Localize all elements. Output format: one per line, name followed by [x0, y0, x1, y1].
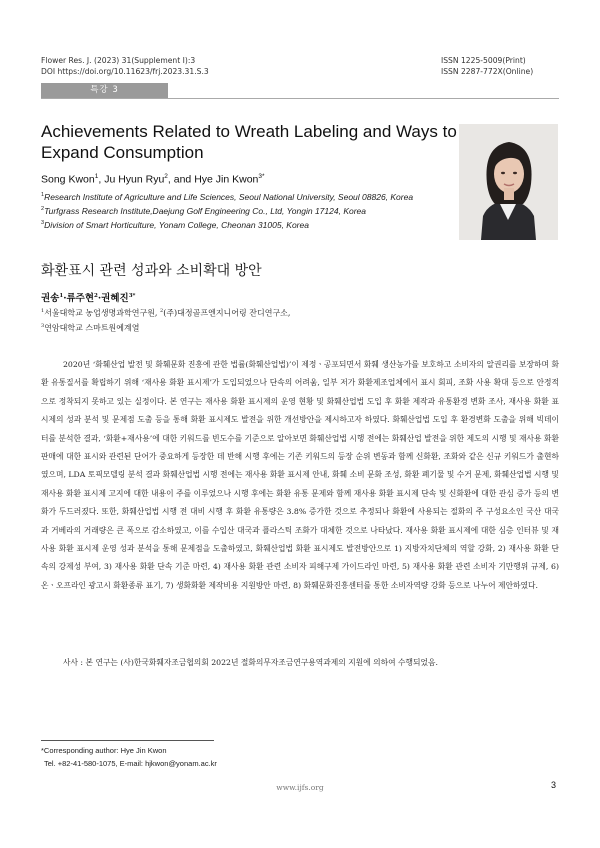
affiliation-item [41, 189, 441, 203]
korean-affiliation-text: (주)대정골프엔지니어링 잔디연구소, [163, 308, 291, 318]
footnote-rule [41, 740, 214, 741]
journal-header-right [441, 55, 533, 77]
page-number: 3 [551, 780, 557, 790]
korean-affiliation-sup: 1 [41, 308, 45, 314]
contact-info: Tel. +82-41-580-1075, E-mail: hjkwon@yonam.ac.kr [44, 759, 217, 768]
affiliation-sup: 1 [41, 192, 45, 198]
korean-author-sup: 2 [94, 292, 98, 299]
issn-print: ISSN 1225-5009(Print) [441, 56, 526, 65]
korean-author-name: 류주현 [66, 293, 95, 304]
acknowledgment: 사사 : 본 연구는 (사)한국화훼자조금협의회 2022년 절화의무자조금연구용역과제의 지원에 의하여 수행되었음. [63, 658, 438, 667]
author-portrait-image [459, 124, 558, 240]
paper-title: Achievements Related to Wreath Labeling and Ways to Expand Consumption [41, 122, 457, 162]
korean-title: 화환표시 관련 성과와 소비확대 방안 [41, 263, 262, 279]
affiliation-text: Division of Smart Horticulture, Yonam College, Cheonan 31005, Korea [44, 219, 309, 230]
korean-affiliation-line [41, 305, 441, 320]
author-list [41, 173, 265, 186]
affiliation-sup: 3 [41, 219, 45, 226]
author-name: Hye Jin Kwon [194, 173, 259, 186]
korean-affiliation-sup: 3 [41, 322, 45, 329]
affiliation-list [41, 189, 441, 230]
korean-author-sep: · [63, 293, 67, 304]
korean-affiliation-line [41, 320, 441, 335]
corresponding-author: *Corresponding author: Hye Jin Kwon [41, 746, 167, 755]
korean-author-sup: 1 [59, 292, 64, 299]
affiliation-item [41, 203, 441, 217]
korean-affiliation-text: 연암대학교 스마트원예계열 [44, 323, 140, 333]
korean-author-sup: 3* [128, 292, 136, 299]
korean-author-name: 권혜진 [101, 293, 129, 304]
author-name: Song Kwon [41, 173, 95, 186]
issn-online: ISSN 2287-772X(Online) [441, 67, 534, 76]
journal-website[interactable]: www.ijfs.org [276, 783, 324, 792]
korean-affiliation-text: 서울대학교 농업생명과학연구원, [44, 308, 161, 318]
doi-link[interactable]: DOI https://doi.org/10.11623/frj.2023.31.S.3 [41, 67, 209, 76]
author-name: Ju Hyun Ryu [104, 173, 165, 186]
affiliation-sup: 2 [41, 205, 45, 212]
section-label: 특강 3 [90, 85, 119, 95]
author-sup: 3* [258, 173, 265, 180]
affiliation-item [41, 217, 441, 231]
author-sep: , [98, 173, 105, 186]
section-rule [41, 98, 559, 99]
journal-header-left [41, 55, 209, 77]
affiliation-text: Turfgrass Research Institute,Daejung Golf Engineering Co., Ltd, Yongin 17124, Korea [44, 205, 366, 216]
korean-affiliation-list [41, 305, 441, 334]
author-sup: 1 [94, 173, 99, 180]
korean-author-sep: · [97, 293, 102, 304]
author-sup: 2 [164, 173, 168, 180]
korean-author-list [41, 290, 135, 304]
journal-citation: Flower Res. J. (2023) 31(Supplement I):3 [41, 56, 196, 65]
korean-affiliation-sup: 2 [160, 308, 164, 314]
affiliation-text: Research Institute of Agriculture and Life Sciences, Seoul National University, Seoul 08826, Korea [44, 191, 414, 202]
author-photo [459, 124, 558, 240]
author-sep: , and [167, 173, 195, 186]
korean-author-name: 권송 [41, 293, 60, 304]
abstract-text: 2020년 ‘화훼산업 발전 및 화훼문화 진흥에 관한 법률(화훼산업법)’이 제정ㆍ공포되면서 화훼 생산농가를 보호하고 소비자의 알권리를 보장하며 화환 유통질서를 확립하기 위해 ‘재사용 화환 표시제’가 도입되었으나 단속의 어려움, 일부 저가 화환제조업체에서 표시 회피, 조화 사용 확대 등으로 안정적으로 정착되지 못하고 있는 실정이다. 본 연구는 재사용 화환 표시제의 운영 현황 및 화훼산업법 도입 후 화환 제작과 유통환경 변화 조사, 재사용 화환 표시제의 성과 분석 및 문제점 도출 등을 통해 화환 표시제도 발전을 위한 개선방안을 제시하고자 하였다. 화훼산업법 도입 후 환경변화 도출을 위해 빅데이터를 분석한 결과, ‘화환+재사용’에 대한 키워드를 빈도수를 기준으로 알아보면 화훼산업법 시행 전에는 화훼산업 발전을 위한 제도의 시행 및 재사용 화환 판매에 대한 표시와 관련된 단어가 중요하게 등장한 데 반해 시행 후에는 기존 키워드의 등장 순위 변동과 함께 신화환, 조화와 같은 신규 키워드가 출현하였으며, LDA 토픽모델링 분석 결과 화훼산업법 시행 전에는 재사용 화환 표시제 안내, 화훼 소비 문화 조성, 화환 폐기물 및 수거 문제, 화훼산업법 시행 및 재사용 화환 표시제 고지에 대한 내용이 주를 이루었으나 시행 후에는 화환 유통 문제와 함께 재사용 화환 표시제 단속 및 신화환에 대한 관심 증가 등의 변화가 두드러졌다. 또한, 화훼산업법 시행 전 대비 시행 후 화환 유통량은 3.8% 증가한 것으로 추정되나 화환에 사용되는 절화의 주 구성요소인 국산 대국과 거베라의 거래량은 큰 폭으로 감소하였고, 이를 수입산 대국과 플라스틱 조화가 대체한 것으로 나타났다. 재사용 화환 표시제에 대한 심층 인터뷰 및 재사용 화환 표시제 운영 성과 분석을 통해 문제점을 도출하였고, 화훼산업법 화환 표시제도 발전방안으로 1) 지방자치단체의 역할 강화, 2) 재사용 화환 단속의 강제성 부여, 3) 재사용 화환 단속 기준 마련, 4) 재사용 화환 관련 소비자 피해구제 가이드라인 마련, 5) 재사용 화환 관련 소비자 기만행위 규제, 6) 온ㆍ오프라인 광고시 화환종류 표기, 7) 생화화환 제작비용 지원방안 마련, 8) 화훼문화진흥센터를 통한 소비자역량 강화 등으로 나누어 제안하였다. [41, 360, 559, 590]
